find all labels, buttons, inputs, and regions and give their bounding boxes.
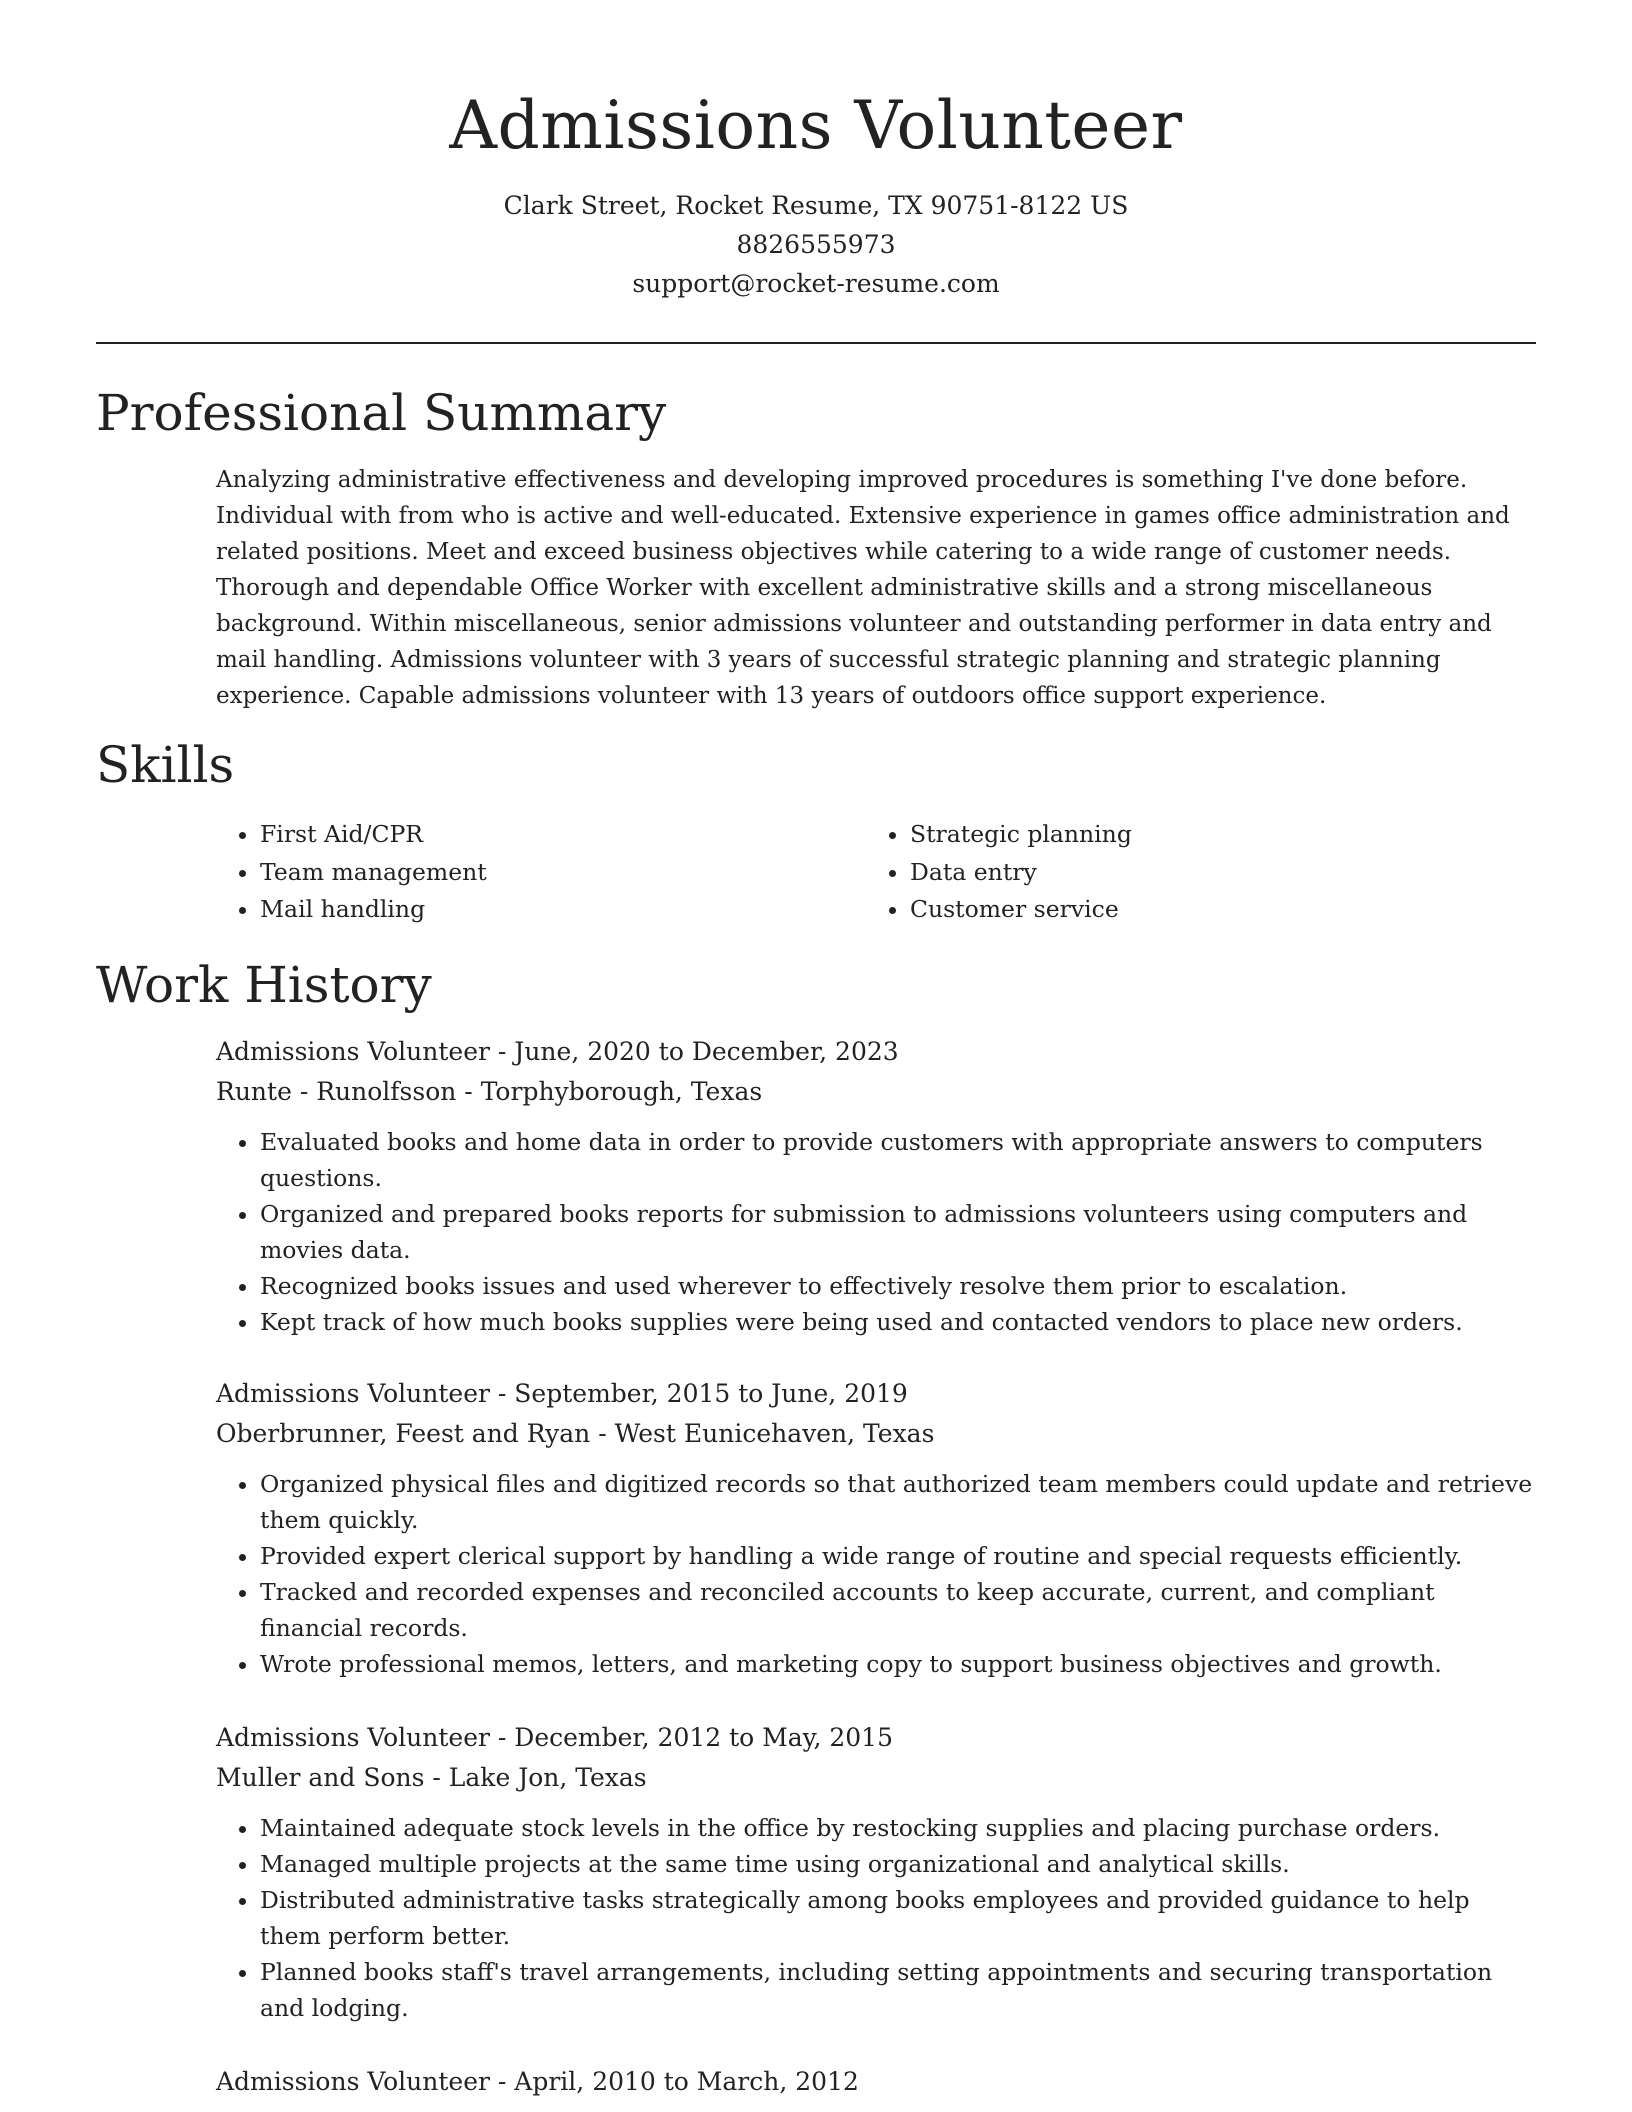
job-title-line: Admissions Volunteer - December, 2012 to May, 2015 [216, 1723, 893, 1752]
job-bullet: • Managed multiple projects at the same time using organizational and analytical skills. [260, 1846, 1536, 1882]
job-title: Admissions Volunteer [216, 1379, 490, 1408]
job-dates: June, 2020 to December, 2023 [514, 1037, 899, 1066]
contact-block [0, 186, 1632, 303]
job-company: Runte - Runolfsson [216, 1077, 457, 1106]
job-title-line: Admissions Volunteer - September, 2015 to June, 2019 [216, 1379, 908, 1408]
skills-list-right [866, 816, 1132, 929]
job-company: Muller and Sons [216, 1763, 425, 1792]
skill-item: • Team management [260, 854, 487, 892]
job-bullet: • Kept track of how much books supplies were being used and contacted vendors to place new orders. [260, 1304, 1536, 1340]
job-location: Torphyborough, Texas [480, 1077, 763, 1106]
skills-heading: Skills [96, 736, 235, 794]
job-title: Admissions Volunteer [216, 1037, 490, 1066]
job-bullet: • Recognized books issues and used wherever to effectively resolve them prior to escalation. [260, 1268, 1536, 1304]
skill-item: • Customer service [910, 891, 1132, 929]
summary-text: Analyzing administrative effectiveness and developing improved procedures is something I've done before. Individual with from who is active and well-educated. Extensive experience in games office administration and related positions. Meet and exceed business objectives while catering to a wide range of customer needs. Thorough and dependable Office Worker with excellent administrative skills and a strong miscellaneous background. Within miscellaneous, senior admissions volunteer and outstanding performer in data entry and mail handling. Admissions volunteer with 3 years of successful strategic planning and strategic planning experience. Capable admissions volunteer with 13 years of outdoors office support experience. [216, 467, 1510, 709]
job-entry [216, 1718, 1536, 2026]
skill-item: • First Aid/CPR [260, 816, 487, 854]
skills-list-left [216, 816, 487, 929]
job-bullet: • Organized and prepared books reports for submission to admissions volunteers using computers and movies data. [260, 1196, 1536, 1268]
job-dates: April, 2010 to March, 2012 [514, 2067, 859, 2096]
job-company-line: Muller and Sons - Lake Jon, Texas [216, 1763, 647, 1792]
job-dates: September, 2015 to June, 2019 [514, 1379, 908, 1408]
job-bullets [216, 1124, 1536, 1340]
job-dates: December, 2012 to May, 2015 [514, 1723, 893, 1752]
job-company-line: Runte - Runolfsson - Torphyborough, Texas [216, 1077, 763, 1106]
job-entry [216, 2062, 1536, 2102]
job-bullet: • Organized physical files and digitized records so that authorized team members could update and retrieve them quickly. [260, 1466, 1536, 1538]
job-title-line: Admissions Volunteer - April, 2010 to March, 2012 [216, 2067, 859, 2096]
job-title-line: Admissions Volunteer - June, 2020 to December, 2023 [216, 1037, 899, 1066]
job-bullet: • Wrote professional memos, letters, and marketing copy to support business objectives and growth. [260, 1646, 1536, 1682]
job-company: Oberbrunner, Feest and Ryan [216, 1419, 591, 1448]
job-location: Lake Jon, Texas [448, 1763, 647, 1792]
job-entry [216, 1374, 1536, 1682]
phone-number: 8826555973 [736, 230, 896, 259]
candidate-name: Admissions Volunteer [449, 87, 1183, 164]
job-bullets [216, 1466, 1536, 1682]
job-bullet: • Evaluated books and home data in order to provide customers with appropriate answers to computers questions. [260, 1124, 1536, 1196]
job-bullet: • Distributed administrative tasks strategically among books employees and provided guidance to help them perform better. [260, 1882, 1536, 1954]
job-location: West Eunicehaven, Texas [614, 1419, 935, 1448]
work-history-heading: Work History [96, 956, 432, 1014]
job-bullet: • Maintained adequate stock levels in the office by restocking supplies and placing purchase orders. [260, 1810, 1536, 1846]
job-bullet: • Planned books staff's travel arrangements, including setting appointments and securing transportation and lodging. [260, 1954, 1536, 2026]
job-title: Admissions Volunteer [216, 2067, 490, 2096]
skill-item: • Data entry [910, 854, 1132, 892]
header-divider [96, 342, 1536, 344]
address: Clark Street, Rocket Resume, TX 90751-8122 US [503, 191, 1129, 220]
resume-header [0, 80, 1632, 303]
job-bullet: • Tracked and recorded expenses and reconciled accounts to keep accurate, current, and compliant financial records. [260, 1574, 1536, 1646]
skill-item: • Mail handling [260, 891, 487, 929]
skill-item: • Strategic planning [910, 816, 1132, 854]
job-company-line: Oberbrunner, Feest and Ryan - West Eunicehaven, Texas [216, 1419, 935, 1448]
email-address: support@rocket-resume.com [632, 269, 1000, 298]
job-bullet: • Provided expert clerical support by handling a wide range of routine and special requests efficiently. [260, 1538, 1536, 1574]
job-title: Admissions Volunteer [216, 1723, 490, 1752]
job-entry [216, 1032, 1536, 1340]
summary-heading: Professional Summary [96, 384, 667, 442]
job-bullets [216, 1810, 1536, 2026]
